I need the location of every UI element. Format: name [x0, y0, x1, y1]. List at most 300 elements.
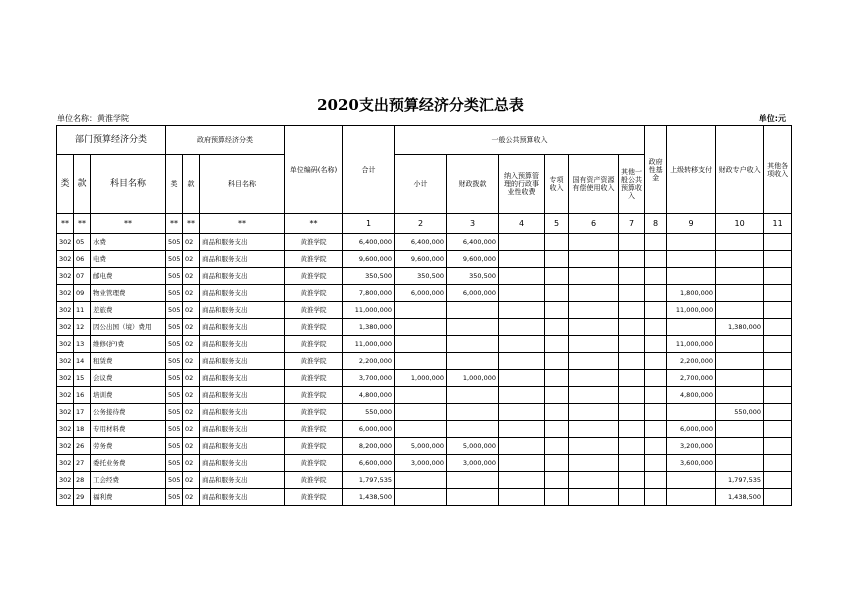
admin-fee-amount [499, 404, 545, 421]
subtotal-amount [395, 421, 447, 438]
category-code: 302 [57, 455, 74, 472]
unit-name: 黄淮学院 [285, 472, 343, 489]
gov-item-code: 02 [183, 268, 200, 285]
item-code: 11 [74, 302, 91, 319]
subject-name: 水费 [91, 234, 166, 251]
subtotal-amount: 6,400,000 [395, 234, 447, 251]
gov-subject-name: 商品和服务支出 [200, 489, 285, 506]
special-income-amount [545, 438, 569, 455]
star-cell: ** [166, 214, 183, 234]
special-income-amount [545, 472, 569, 489]
item-code: 14 [74, 353, 91, 370]
other-income-amount [764, 404, 792, 421]
header-lei: 类 [57, 155, 74, 214]
state-asset-amount [569, 489, 619, 506]
subject-name: 物业管理费 [91, 285, 166, 302]
gov-category-code: 505 [166, 353, 183, 370]
subject-name: 维修(护)费 [91, 336, 166, 353]
item-code: 15 [74, 370, 91, 387]
subject-name: 会议费 [91, 370, 166, 387]
header-other-general: 其他一般公共预算收入 [619, 155, 645, 214]
gov-fund-amount [645, 455, 667, 472]
admin-fee-amount [499, 285, 545, 302]
other-general-amount [619, 438, 645, 455]
state-asset-amount [569, 353, 619, 370]
fiscal-special-amount [716, 387, 764, 404]
item-code: 29 [74, 489, 91, 506]
subject-name: 差旅费 [91, 302, 166, 319]
col-number: 8 [645, 214, 667, 234]
header-state-asset: 国有资产资源有偿使用收入 [569, 155, 619, 214]
special-income-amount [545, 319, 569, 336]
category-code: 302 [57, 472, 74, 489]
gov-category-code: 505 [166, 234, 183, 251]
item-code: 09 [74, 285, 91, 302]
subject-name: 专用材料费 [91, 421, 166, 438]
unit-name-label: 单位名称：黄淮学院 [57, 114, 129, 123]
fiscal-allot-amount: 6,400,000 [447, 234, 499, 251]
upper-transfer-amount: 6,000,000 [667, 421, 716, 438]
header-row-3 [57, 214, 792, 234]
gov-subject-name: 商品和服务支出 [200, 285, 285, 302]
other-income-amount [764, 455, 792, 472]
table-row [57, 234, 792, 251]
subtotal-amount: 1,000,000 [395, 370, 447, 387]
other-general-amount [619, 234, 645, 251]
other-general-amount [619, 489, 645, 506]
other-income-amount [764, 251, 792, 268]
special-income-amount [545, 455, 569, 472]
total-amount: 1,380,000 [343, 319, 395, 336]
header-gov-subject-name: 科目名称 [200, 155, 285, 214]
other-income-amount [764, 472, 792, 489]
category-code: 302 [57, 353, 74, 370]
subtotal-amount [395, 336, 447, 353]
state-asset-amount [569, 370, 619, 387]
fiscal-special-amount [716, 302, 764, 319]
upper-transfer-amount [667, 268, 716, 285]
col-number: 9 [667, 214, 716, 234]
header-gov-kuan: 款 [183, 155, 200, 214]
gov-subject-name: 商品和服务支出 [200, 234, 285, 251]
header-gov-class: 政府预算经济分类 [166, 126, 285, 155]
subject-name: 工会经费 [91, 472, 166, 489]
gov-fund-amount [645, 489, 667, 506]
currency-unit-label: 单位:元 [758, 114, 786, 123]
total-amount: 7,800,000 [343, 285, 395, 302]
subject-name: 委托业务费 [91, 455, 166, 472]
subject-name: 因公出国（境）费用 [91, 319, 166, 336]
other-income-amount [764, 489, 792, 506]
other-income-amount [764, 370, 792, 387]
other-income-amount [764, 302, 792, 319]
subject-name: 福利费 [91, 489, 166, 506]
unit-name: 黄淮学院 [285, 404, 343, 421]
col-number: 6 [569, 214, 619, 234]
category-code: 302 [57, 285, 74, 302]
fiscal-special-amount [716, 268, 764, 285]
state-asset-amount [569, 251, 619, 268]
star-cell: ** [183, 214, 200, 234]
category-code: 302 [57, 387, 74, 404]
table-row [57, 421, 792, 438]
gov-subject-name: 商品和服务支出 [200, 421, 285, 438]
gov-subject-name: 商品和服务支出 [200, 353, 285, 370]
gov-subject-name: 商品和服务支出 [200, 455, 285, 472]
header-subject-name: 科目名称 [91, 155, 166, 214]
state-asset-amount [569, 455, 619, 472]
special-income-amount [545, 336, 569, 353]
header-fiscal-allot: 财政拨款 [447, 155, 499, 214]
col-number: 3 [447, 214, 499, 234]
star-cell: ** [285, 214, 343, 234]
subject-name: 培训费 [91, 387, 166, 404]
total-amount: 9,600,000 [343, 251, 395, 268]
subtotal-amount [395, 387, 447, 404]
unit-name: 黄淮学院 [285, 319, 343, 336]
item-code: 27 [74, 455, 91, 472]
other-general-amount [619, 268, 645, 285]
other-general-amount [619, 421, 645, 438]
item-code: 12 [74, 319, 91, 336]
header-gov-lei: 类 [166, 155, 183, 214]
gov-subject-name: 商品和服务支出 [200, 336, 285, 353]
fiscal-special-amount [716, 455, 764, 472]
upper-transfer-amount [667, 404, 716, 421]
total-amount: 8,200,000 [343, 438, 395, 455]
special-income-amount [545, 421, 569, 438]
special-income-amount [545, 404, 569, 421]
table-row [57, 370, 792, 387]
col-number: 5 [545, 214, 569, 234]
gov-item-code: 02 [183, 472, 200, 489]
special-income-amount [545, 285, 569, 302]
gov-subject-name: 商品和服务支出 [200, 370, 285, 387]
admin-fee-amount [499, 353, 545, 370]
state-asset-amount [569, 302, 619, 319]
unit-name: 黄淮学院 [285, 438, 343, 455]
upper-transfer-amount [667, 251, 716, 268]
header-dept-class: 部门预算经济分类 [57, 126, 166, 155]
fiscal-special-amount: 1,797,535 [716, 472, 764, 489]
gov-category-code: 505 [166, 319, 183, 336]
table-row [57, 251, 792, 268]
star-cell: ** [57, 214, 74, 234]
category-code: 302 [57, 234, 74, 251]
gov-fund-amount [645, 285, 667, 302]
header-unit-code: 单位编码(名称) [285, 126, 343, 214]
gov-category-code: 505 [166, 404, 183, 421]
other-general-amount [619, 302, 645, 319]
fiscal-allot-amount: 350,500 [447, 268, 499, 285]
gov-subject-name: 商品和服务支出 [200, 302, 285, 319]
gov-item-code: 02 [183, 319, 200, 336]
table-row [57, 302, 792, 319]
unit-name: 黄淮学院 [285, 489, 343, 506]
gov-fund-amount [645, 370, 667, 387]
gov-item-code: 02 [183, 353, 200, 370]
gov-subject-name: 商品和服务支出 [200, 251, 285, 268]
gov-category-code: 505 [166, 489, 183, 506]
state-asset-amount [569, 336, 619, 353]
gov-fund-amount [645, 438, 667, 455]
category-code: 302 [57, 336, 74, 353]
upper-transfer-amount: 3,600,000 [667, 455, 716, 472]
total-amount: 4,800,000 [343, 387, 395, 404]
item-code: 17 [74, 404, 91, 421]
other-general-amount [619, 336, 645, 353]
item-code: 07 [74, 268, 91, 285]
upper-transfer-amount: 1,800,000 [667, 285, 716, 302]
unit-name: 黄淮学院 [285, 353, 343, 370]
gov-category-code: 505 [166, 472, 183, 489]
upper-transfer-amount: 3,200,000 [667, 438, 716, 455]
subtotal-amount: 3,000,000 [395, 455, 447, 472]
subtotal-amount: 9,600,000 [395, 251, 447, 268]
fiscal-allot-amount: 5,000,000 [447, 438, 499, 455]
gov-fund-amount [645, 319, 667, 336]
other-income-amount [764, 353, 792, 370]
subtotal-amount: 6,000,000 [395, 285, 447, 302]
gov-item-code: 02 [183, 285, 200, 302]
table-row [57, 404, 792, 421]
unit-name: 黄淮学院 [285, 370, 343, 387]
upper-transfer-amount: 11,000,000 [667, 336, 716, 353]
special-income-amount [545, 370, 569, 387]
table-row [57, 353, 792, 370]
category-code: 302 [57, 404, 74, 421]
item-code: 28 [74, 472, 91, 489]
col-number: 7 [619, 214, 645, 234]
other-income-amount [764, 319, 792, 336]
subject-name: 电费 [91, 251, 166, 268]
unit-name: 黄淮学院 [285, 285, 343, 302]
other-general-amount [619, 319, 645, 336]
gov-fund-amount [645, 353, 667, 370]
col-number: 10 [716, 214, 764, 234]
gov-item-code: 02 [183, 370, 200, 387]
admin-fee-amount [499, 421, 545, 438]
fiscal-allot-amount [447, 319, 499, 336]
admin-fee-amount [499, 438, 545, 455]
col-number: 1 [343, 214, 395, 234]
gov-fund-amount [645, 336, 667, 353]
other-income-amount [764, 438, 792, 455]
admin-fee-amount [499, 472, 545, 489]
gov-item-code: 02 [183, 336, 200, 353]
admin-fee-amount [499, 251, 545, 268]
table-row [57, 336, 792, 353]
fiscal-special-amount [716, 438, 764, 455]
fiscal-allot-amount [447, 336, 499, 353]
admin-fee-amount [499, 268, 545, 285]
subject-name: 劳务费 [91, 438, 166, 455]
category-code: 302 [57, 438, 74, 455]
table-row [57, 489, 792, 506]
table-row [57, 387, 792, 404]
unit-name: 黄淮学院 [285, 421, 343, 438]
gov-fund-amount [645, 472, 667, 489]
header-upper-transfer: 上级转移支付 [667, 126, 716, 214]
fiscal-allot-amount [447, 421, 499, 438]
admin-fee-amount [499, 489, 545, 506]
fiscal-special-amount: 1,438,500 [716, 489, 764, 506]
gov-fund-amount [645, 251, 667, 268]
gov-fund-amount [645, 234, 667, 251]
other-income-amount [764, 421, 792, 438]
table-row [57, 472, 792, 489]
gov-category-code: 505 [166, 370, 183, 387]
admin-fee-amount [499, 319, 545, 336]
header-row-1 [57, 126, 792, 155]
item-code: 13 [74, 336, 91, 353]
header-other-income: 其他各项收入 [764, 126, 792, 214]
admin-fee-amount [499, 387, 545, 404]
subtotal-amount [395, 404, 447, 421]
header-fiscal-special: 财政专户收入 [716, 126, 764, 214]
special-income-amount [545, 489, 569, 506]
special-income-amount [545, 353, 569, 370]
subtotal-amount [395, 353, 447, 370]
fiscal-allot-amount [447, 302, 499, 319]
other-general-amount [619, 455, 645, 472]
fiscal-special-amount [716, 370, 764, 387]
special-income-amount [545, 268, 569, 285]
admin-fee-amount [499, 370, 545, 387]
total-amount: 3,700,000 [343, 370, 395, 387]
total-amount: 6,400,000 [343, 234, 395, 251]
gov-fund-amount [645, 421, 667, 438]
gov-category-code: 505 [166, 455, 183, 472]
fiscal-special-amount [716, 251, 764, 268]
header-total: 合计 [343, 126, 395, 214]
upper-transfer-amount: 11,000,000 [667, 302, 716, 319]
page-title: 2020支出预算经济分类汇总表 [317, 96, 524, 114]
item-code: 06 [74, 251, 91, 268]
state-asset-amount [569, 472, 619, 489]
fiscal-allot-amount [447, 353, 499, 370]
gov-item-code: 02 [183, 251, 200, 268]
total-amount: 6,000,000 [343, 421, 395, 438]
upper-transfer-amount: 2,700,000 [667, 370, 716, 387]
subject-name: 租赁费 [91, 353, 166, 370]
total-amount: 6,600,000 [343, 455, 395, 472]
state-asset-amount [569, 404, 619, 421]
gov-category-code: 505 [166, 387, 183, 404]
gov-category-code: 505 [166, 285, 183, 302]
fiscal-allot-amount [447, 387, 499, 404]
fiscal-special-amount [716, 336, 764, 353]
gov-category-code: 505 [166, 336, 183, 353]
gov-subject-name: 商品和服务支出 [200, 268, 285, 285]
gov-subject-name: 商品和服务支出 [200, 319, 285, 336]
gov-item-code: 02 [183, 387, 200, 404]
category-code: 302 [57, 421, 74, 438]
fiscal-allot-amount [447, 404, 499, 421]
upper-transfer-amount [667, 319, 716, 336]
other-general-amount [619, 404, 645, 421]
gov-fund-amount [645, 268, 667, 285]
admin-fee-amount [499, 234, 545, 251]
state-asset-amount [569, 438, 619, 455]
fiscal-allot-amount [447, 472, 499, 489]
category-code: 302 [57, 370, 74, 387]
gov-category-code: 505 [166, 302, 183, 319]
item-code: 26 [74, 438, 91, 455]
total-amount: 11,000,000 [343, 302, 395, 319]
table-row [57, 455, 792, 472]
table-row [57, 319, 792, 336]
item-code: 05 [74, 234, 91, 251]
total-amount: 11,000,000 [343, 336, 395, 353]
special-income-amount [545, 387, 569, 404]
gov-subject-name: 商品和服务支出 [200, 404, 285, 421]
other-general-amount [619, 353, 645, 370]
fiscal-special-amount [716, 234, 764, 251]
gov-item-code: 02 [183, 421, 200, 438]
category-code: 302 [57, 268, 74, 285]
state-asset-amount [569, 319, 619, 336]
gov-subject-name: 商品和服务支出 [200, 387, 285, 404]
other-income-amount [764, 387, 792, 404]
fiscal-special-amount [716, 421, 764, 438]
table-row [57, 438, 792, 455]
star-cell: ** [200, 214, 285, 234]
subtotal-amount [395, 489, 447, 506]
fiscal-special-amount: 550,000 [716, 404, 764, 421]
gov-fund-amount [645, 387, 667, 404]
total-amount: 1,797,535 [343, 472, 395, 489]
fiscal-special-amount [716, 353, 764, 370]
fiscal-special-amount: 1,380,000 [716, 319, 764, 336]
gov-fund-amount [645, 302, 667, 319]
unit-name: 黄淮学院 [285, 302, 343, 319]
admin-fee-amount [499, 302, 545, 319]
table-row [57, 268, 792, 285]
gov-item-code: 02 [183, 302, 200, 319]
other-general-amount [619, 251, 645, 268]
total-amount: 350,500 [343, 268, 395, 285]
header-admin-fee: 纳入预算管理的行政事业性收费 [499, 155, 545, 214]
special-income-amount [545, 234, 569, 251]
state-asset-amount [569, 387, 619, 404]
col-number: 11 [764, 214, 792, 234]
header-special-income: 专项收入 [545, 155, 569, 214]
col-number: 4 [499, 214, 545, 234]
col-number: 2 [395, 214, 447, 234]
gov-category-code: 505 [166, 251, 183, 268]
unit-name: 黄淮学院 [285, 387, 343, 404]
subtotal-amount [395, 319, 447, 336]
upper-transfer-amount [667, 489, 716, 506]
subtotal-amount [395, 302, 447, 319]
gov-subject-name: 商品和服务支出 [200, 438, 285, 455]
budget-table [56, 125, 792, 506]
fiscal-special-amount [716, 285, 764, 302]
item-code: 16 [74, 387, 91, 404]
other-income-amount [764, 285, 792, 302]
subtotal-amount [395, 472, 447, 489]
category-code: 302 [57, 302, 74, 319]
gov-category-code: 505 [166, 268, 183, 285]
subject-name: 公务接待费 [91, 404, 166, 421]
subject-name: 邮电费 [91, 268, 166, 285]
gov-item-code: 02 [183, 438, 200, 455]
upper-transfer-amount [667, 472, 716, 489]
subtotal-amount: 350,500 [395, 268, 447, 285]
fiscal-allot-amount [447, 489, 499, 506]
gov-item-code: 02 [183, 455, 200, 472]
